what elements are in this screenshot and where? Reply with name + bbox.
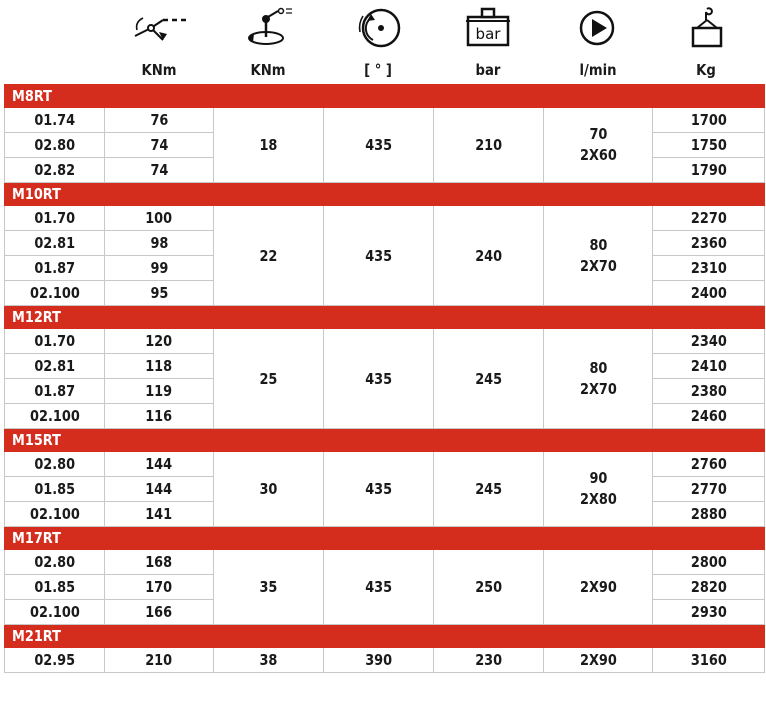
torque-cell-text: 116 [145,407,173,425]
flow-value: 70 [589,125,607,143]
angle-cell [324,206,434,306]
angle-cell-text: 390 [365,651,392,669]
pressure-cell [434,329,544,429]
model-cell-text: 01.85 [34,578,75,596]
group-header-row [5,429,765,452]
weight-cell-text: 2880 [690,505,727,523]
weight-cell [653,158,765,183]
group-name-text: M21RT [12,627,61,645]
angle-cell [324,329,434,429]
model-cell [5,354,105,379]
torque-cell-text: 141 [145,505,173,523]
unit-slewing-torque: KNm [250,61,286,79]
pressure-cell [434,452,544,527]
angle-cell [324,550,434,625]
torque-cell [105,206,214,231]
table-row [5,550,765,575]
torque-cell-text: 144 [145,480,173,498]
angle-cell [324,108,434,183]
model-cell [5,281,105,306]
group-header-row [5,625,765,648]
torque-cell-text: 98 [150,234,168,252]
model-cell-text: 02.80 [34,553,75,571]
slewing-torque-cell-text: 35 [259,578,278,596]
model-cell-text: 01.70 [34,332,75,350]
unit-weight: Kg [696,61,716,79]
torque-cell-text: 74 [150,161,168,179]
spec-table [4,84,765,673]
table-row [5,206,765,231]
weight-icon [677,6,737,50]
flow-cell [544,206,653,306]
model-cell [5,329,105,354]
group-header-row [5,527,765,550]
pressure-cell [434,550,544,625]
unit-angle: [ ° ] [364,61,392,79]
pressure-gauge-icon [458,6,518,50]
slewing-torque-cell [214,108,324,183]
weight-cell-text: 1790 [690,161,727,179]
flow-value: 80 [589,358,607,377]
model-cell [5,648,105,673]
unit-torque: KNm [141,61,177,79]
flow-cell [544,452,653,527]
weight-cell [653,502,765,527]
model-cell-text: 02.100 [29,284,80,302]
model-cell [5,550,105,575]
model-cell-text: 02.80 [34,136,75,154]
weight-cell-text: 2410 [690,357,727,375]
torque-cell-text: 144 [145,455,173,473]
torque-cell [105,477,214,502]
model-cell [5,231,105,256]
torque-cell [105,281,214,306]
pressure-cell-text: 245 [475,369,502,388]
weight-cell-text: 2770 [690,480,727,498]
model-cell [5,502,105,527]
torque-cell [105,452,214,477]
model-cell-text: 02.100 [29,407,80,425]
weight-cell-text: 1750 [690,136,727,154]
flow-value: 2X70 [579,379,617,398]
slewing-torque-cell-text: 22 [259,246,278,265]
model-cell [5,575,105,600]
model-cell-text: 02.81 [34,357,75,375]
group-name [5,527,765,550]
torque-cell [105,648,214,673]
model-cell [5,256,105,281]
torque-cell-text: 99 [150,259,168,277]
slewing-torque-cell [214,329,324,429]
torque-cell-text: 166 [145,603,173,621]
group-header-row [5,85,765,108]
slewing-torque-cell-text: 38 [259,651,278,669]
slewing-torque-icon [238,6,298,50]
flow-rate-icon [567,6,627,50]
weight-cell [653,648,765,673]
weight-cell-text: 2310 [690,259,727,277]
torque-cell [105,404,214,429]
slewing-torque-cell [214,648,324,673]
group-header-row [5,183,765,206]
weight-cell-text: 2400 [690,284,727,302]
slewing-torque-cell-text: 25 [259,369,278,388]
slewing-torque-cell [214,550,324,625]
weight-cell [653,256,765,281]
group-name [5,85,765,108]
model-cell [5,158,105,183]
flow-value: 2X90 [579,650,617,669]
unit-header [0,56,766,84]
flow-cell [544,108,653,183]
model-cell-text: 02.95 [34,651,75,669]
torque-cell-text: 119 [145,382,173,400]
weight-cell [653,379,765,404]
weight-cell [653,133,765,158]
group-name-text: M10RT [12,185,61,203]
weight-cell [653,600,765,625]
model-cell [5,206,105,231]
model-cell [5,404,105,429]
group-name [5,183,765,206]
weight-cell [653,231,765,256]
torque-cell [105,550,214,575]
angle-cell-text: 435 [365,246,392,265]
flow-value: 2X60 [579,146,617,164]
rotation-angle-icon [349,6,409,50]
header-icons [0,0,766,56]
angle-cell-text: 435 [365,369,392,388]
weight-cell [653,206,765,231]
weight-cell-text: 2820 [690,578,727,596]
torque-cell-text: 120 [145,332,173,350]
torque-angle-icon [129,6,189,50]
pressure-cell-text: 230 [475,651,502,669]
weight-cell [653,404,765,429]
model-cell [5,379,105,404]
torque-cell-text: 74 [150,136,168,154]
flow-cell [544,648,653,673]
flow-value: 2X90 [579,577,617,596]
unit-flow: l/min [579,61,617,79]
angle-cell-text: 435 [365,578,392,596]
torque-cell-text: 170 [145,578,173,596]
torque-cell-text: 168 [145,553,173,571]
angle-cell [324,452,434,527]
table-row [5,452,765,477]
weight-cell-text: 2270 [690,209,727,227]
torque-cell-text: 210 [145,651,173,669]
model-cell-text: 02.81 [34,234,75,252]
torque-cell [105,231,214,256]
torque-cell-text: 76 [150,111,168,129]
weight-cell [653,452,765,477]
torque-cell-text: 95 [150,284,168,302]
model-cell-text: 01.85 [34,480,75,498]
torque-cell-text: 118 [145,357,173,375]
model-cell-text: 01.87 [34,382,75,400]
pressure-cell [434,648,544,673]
group-name [5,429,765,452]
angle-cell [324,648,434,673]
model-cell-text: 02.100 [29,505,80,523]
slewing-torque-cell-text: 18 [259,136,278,154]
pressure-cell-text: 240 [475,246,502,265]
weight-cell [653,108,765,133]
weight-cell-text: 2360 [690,234,727,252]
weight-cell-text: 3160 [690,651,727,669]
torque-cell [105,108,214,133]
torque-cell [105,379,214,404]
torque-cell-text: 100 [145,209,173,227]
group-name [5,306,765,329]
table-row [5,108,765,133]
model-cell-text: 01.70 [34,209,75,227]
pressure-cell [434,108,544,183]
group-header-row [5,306,765,329]
model-cell [5,108,105,133]
model-cell-text: 01.87 [34,259,75,277]
weight-cell [653,329,765,354]
torque-cell [105,600,214,625]
pressure-cell-text: 250 [475,578,502,596]
torque-cell [105,354,214,379]
table-row [5,648,765,673]
weight-cell-text: 2380 [690,382,727,400]
pressure-cell [434,206,544,306]
weight-cell-text: 2460 [690,407,727,425]
weight-cell [653,354,765,379]
weight-cell-text: 2760 [690,455,727,473]
flow-cell [544,550,653,625]
torque-cell [105,575,214,600]
table-row [5,329,765,354]
slewing-torque-cell [214,206,324,306]
weight-cell [653,550,765,575]
torque-cell [105,256,214,281]
model-cell-text: 02.82 [34,161,75,179]
weight-cell-text: 2800 [690,553,727,571]
weight-cell [653,281,765,306]
weight-cell [653,477,765,502]
slewing-torque-cell [214,452,324,527]
pressure-cell-text: 210 [475,136,502,154]
model-cell-text: 02.100 [29,603,80,621]
model-cell-text: 02.80 [34,455,75,473]
weight-cell [653,575,765,600]
torque-cell [105,502,214,527]
group-name-text: M17RT [12,529,61,547]
unit-pressure: bar [475,61,501,79]
model-cell-text: 01.74 [34,111,75,129]
flow-value: 2X80 [579,490,617,508]
flow-cell [544,329,653,429]
pressure-cell-text: 245 [475,480,502,498]
flow-value: 90 [589,469,607,487]
group-name-text: M12RT [12,308,61,326]
weight-cell-text: 2930 [690,603,727,621]
weight-cell-text: 1700 [690,111,727,129]
torque-cell [105,329,214,354]
model-cell [5,133,105,158]
model-cell [5,600,105,625]
group-name [5,625,765,648]
svg-text:bar: bar [475,25,501,43]
torque-cell [105,133,214,158]
weight-cell-text: 2340 [690,332,727,350]
slewing-torque-cell-text: 30 [259,480,278,498]
angle-cell-text: 435 [365,136,392,154]
model-cell [5,452,105,477]
model-cell [5,477,105,502]
group-name-text: M8RT [12,87,52,105]
torque-cell [105,158,214,183]
group-name-text: M15RT [12,431,61,449]
angle-cell-text: 435 [365,480,392,498]
flow-value: 80 [589,235,607,254]
flow-value: 2X70 [579,256,617,275]
